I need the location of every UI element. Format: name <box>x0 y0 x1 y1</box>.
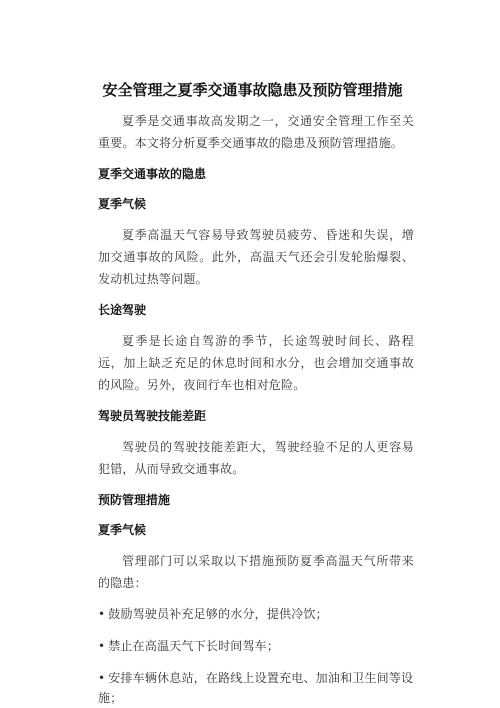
paragraph-long-distance-driving: 夏季是长途自驾游的季节，长途驾驶时间长、路程远，加上缺乏充足的休息时间和水分，也会增加交通事故的风险。另外，夜间行车也相对危险。 <box>98 334 414 392</box>
subheading-prevention-climate: 夏季气候 <box>98 523 147 537</box>
paragraph-summer-climate: 夏季高温天气容易导致驾驶员疲劳、昏迷和失误，增加交通事故的风险。此外，高温天气还会引发轮胎爆裂、发动机过热等问题。 <box>98 228 414 286</box>
paragraph-prevention-climate: 管理部门可以采取以下措施预防夏季高温天气所带来的隐患： <box>98 554 414 590</box>
list-item-text: 安排车辆休息站，在路线上设置充电、加油和卫生间等设施； <box>98 671 414 705</box>
bullet-dot: • <box>98 671 106 685</box>
list-item <box>98 668 414 708</box>
paragraph-driver-skill-gap: 驾驶员的驾驶技能差距大，驾驶经验不足的人更容易犯错，从而导致交通事故。 <box>98 440 414 476</box>
subheading-driver-skill-gap: 驾驶员驾驶技能差距 <box>98 409 207 423</box>
document-title: 安全管理之夏季交通事故隐患及预防管理措施 <box>102 81 403 99</box>
section-heading-hazards: 夏季交通事故的隐患 <box>98 167 207 181</box>
bullet-dot: • <box>98 607 106 621</box>
section-heading-prevention: 预防管理措施 <box>98 493 171 507</box>
subheading-summer-climate: 夏季气候 <box>98 197 147 211</box>
intro-paragraph: 夏季是交通事故高发期之一，交通安全管理工作至关重要。本文将分析夏季交通事故的隐患及预防管理措施。 <box>98 114 414 150</box>
list-item-text: 鼓励驾驶员补充足够的水分，提供冷饮； <box>108 607 328 621</box>
list-item <box>98 636 414 656</box>
bullet-dot: • <box>98 639 106 653</box>
subheading-long-distance-driving: 长途驾驶 <box>98 303 147 317</box>
list-item <box>98 604 414 624</box>
list-item-text: 禁止在高温天气下长时间驾车； <box>108 639 280 653</box>
